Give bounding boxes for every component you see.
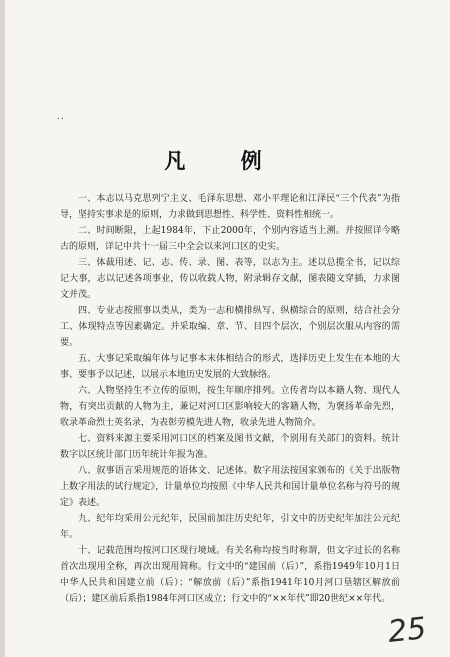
paragraph-8: 八、叙事语言采用规范的语体文、记述体。数字用法按国家颁布的《关于出版物上数字用法的试行规定》，计量单位均按照《中华人民共和国计量单位名称与符号的规定》表述。 xyxy=(60,466,400,508)
paragraph-4: 四、专业志按照事以类从，类为一志和横排纵写、纵横综合的原则，结合社会分工、体现特点等因素确定。并采取编、章、节、目四个层次，个别层次服从内容的需要。 xyxy=(60,306,400,348)
paragraph-9: 九、纪年均采用公元纪年，民国前加注历史纪年，引文中的历史纪年加注公元纪年。 xyxy=(60,514,400,540)
paragraph-6: 六、人物坚持生不立传的原则，按生年顺序排列。立传者均以本籍人物、现代人物，有突出贡献的人物为主，兼记对河口区影响较大的客籍人物，为褒扬革命先烈，收录革命烈士英名录，为表彰劳模先进人物，收录先进人物简介。 xyxy=(60,386,400,428)
page-title: 凡 例 xyxy=(164,148,286,173)
paragraph-10: 十、记载范围均按河口区现行境域。有关名称均按当时称谓，但文字过长的名称首次出现用全称，再次出现用简称。行文中的“建国前（后）”，系指1949年10月1日中华人民共和国建立前（后）；“解放前（后）”系指1941年10月河口垦辖区解放前（后）；建区前后系指1984年河口区成立；行文中的“××年代”即20世纪××年代。 xyxy=(60,546,400,604)
paragraph-5: 五、大事记采取编年体与记事本末体相结合的形式，选择历史上发生在本地的大事、要事予以记述，以展示本地历史发展的大致脉络。 xyxy=(60,354,400,380)
paragraph-3: 三、体裁用述、记、志、传、录、图、表等，以志为主。述以总揽全书，记以综记大事，志以记述各项事业，传以收载人物，附录辑存文献，图表随文穿插，力求图文并茂。 xyxy=(60,258,400,300)
paragraph-2: 二、时间断限，上起1984年，下止2000年，个别内容适当上溯。并按照详今略古的原则，详记中共十一届三中全会以来河口区的史实。 xyxy=(60,226,400,252)
page-mark: .. xyxy=(57,112,65,122)
handwritten-page-number: 25 xyxy=(386,611,428,650)
paragraph-1: 一、本志以马克思列宁主义、毛泽东思想、邓小平理论和江泽民“三个代表”为指导，坚持实事求是的原则，力求做到思想性、科学性、资料性相统一。 xyxy=(60,194,400,220)
fanli-body xyxy=(60,191,400,607)
page-edge-shadow xyxy=(0,0,5,657)
paragraph-7: 七、资料来源主要采用河口区的档案及图书文献，个别用有关部门的资料。统计数字以区统计部门历年统计年报为准。 xyxy=(60,434,400,460)
